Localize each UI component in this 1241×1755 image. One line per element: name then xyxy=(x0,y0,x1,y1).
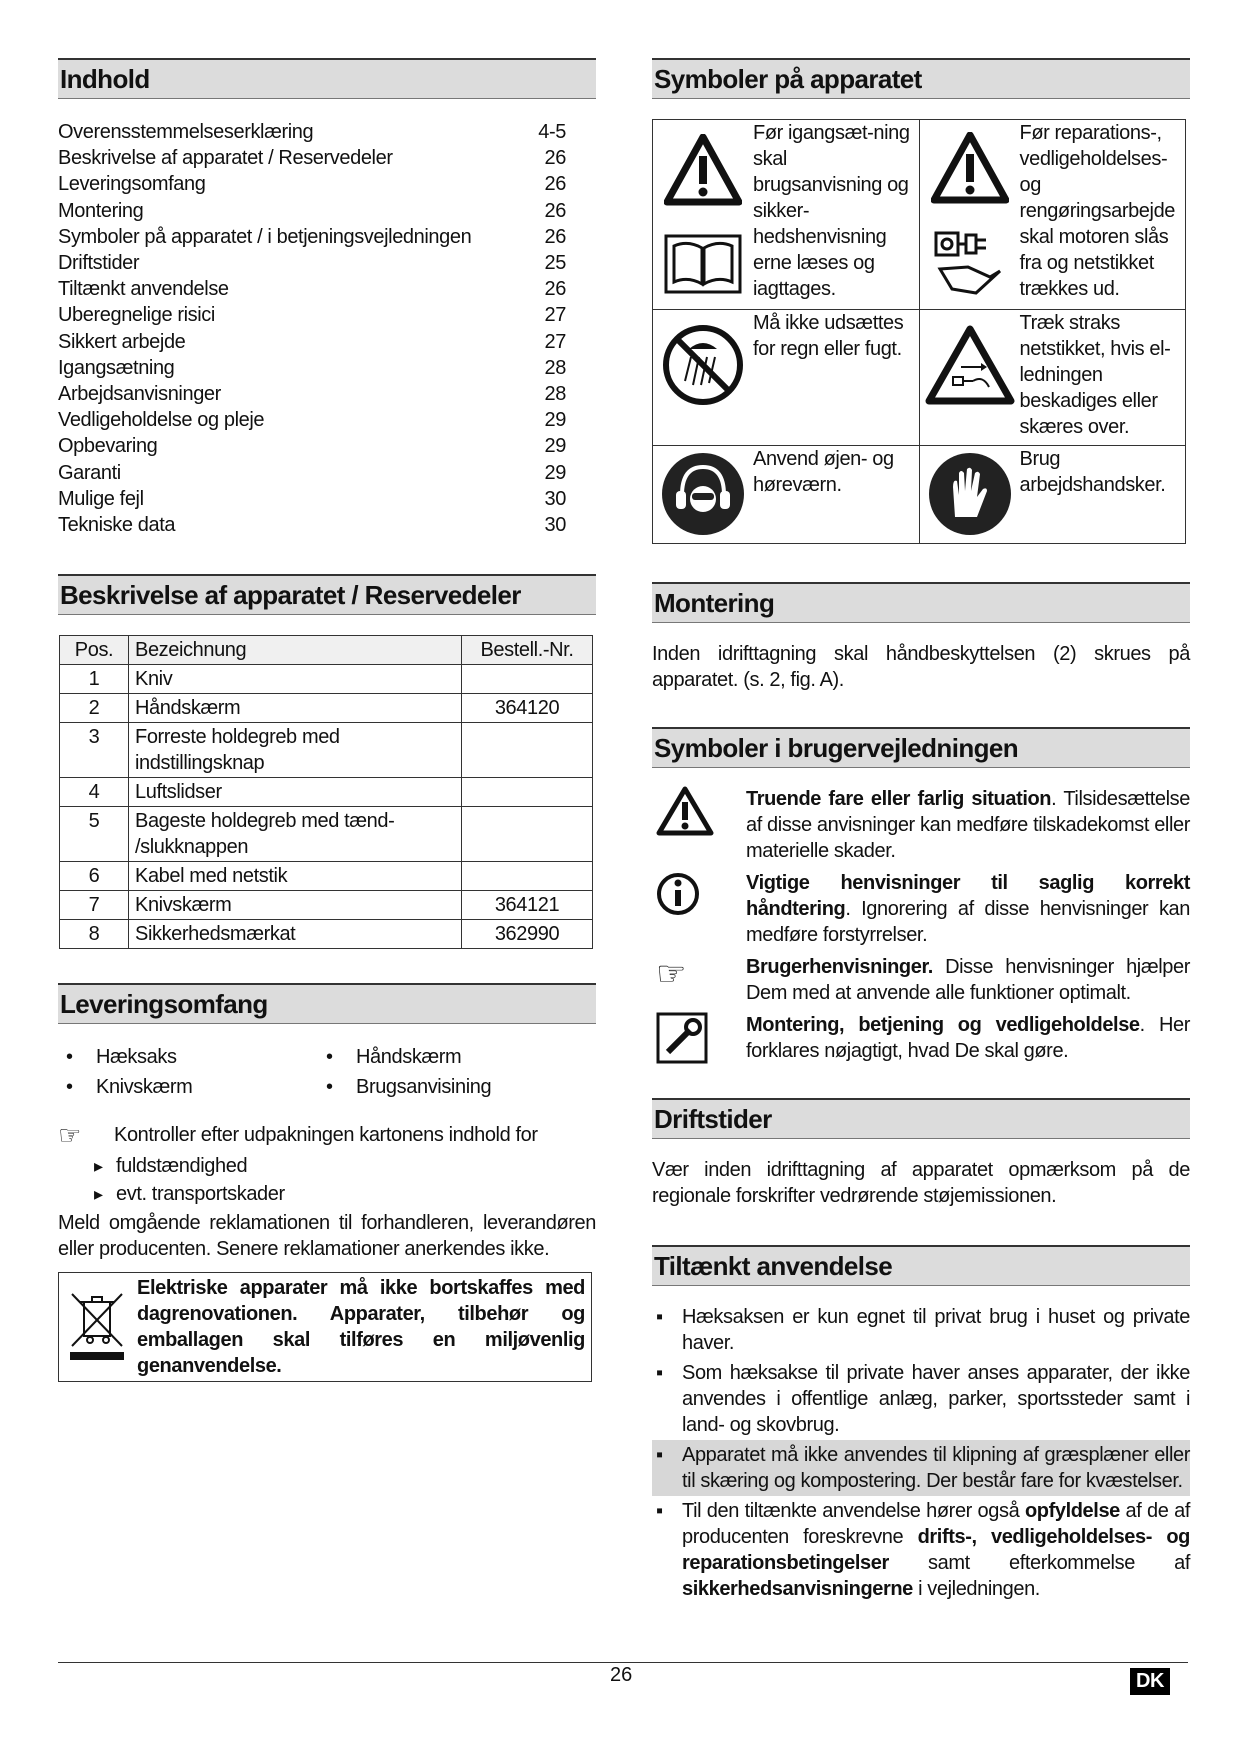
wrench-icon xyxy=(656,1012,708,1064)
toc-entry[interactable]: Montering 26 xyxy=(58,199,566,222)
table-row: 6 Kabel med netstik xyxy=(60,862,593,891)
intended-use-list xyxy=(652,1302,1190,1604)
operating-times-text: Vær inden idrifttagning af apparatet opmærksom på de regionale forskrifter vedrørende støjemissionen. xyxy=(652,1159,1190,1207)
table-row: 2 Håndskærm 364120 xyxy=(60,694,593,723)
toc-heading: Indhold xyxy=(58,58,596,99)
list-item-highlighted: ▪ Apparatet må ikke anvendes til klipning af græsplæner eller til skæring og kompostering. Der består fare for kvæstelser. xyxy=(652,1440,1190,1496)
info-icon xyxy=(656,870,706,920)
no-rain-icon xyxy=(661,323,745,407)
toc-entry[interactable]: Mulige fejl 30 xyxy=(58,487,566,510)
assembly-text: Inden idrifttagning skal håndbeskyttelsen (2) skrues på apparatet. (s. 2, fig. A). xyxy=(652,643,1190,691)
symbol-text: Brug arbejdshandsker. xyxy=(1019,448,1166,496)
footer-rule xyxy=(58,1662,1188,1663)
cable-damage-warning-icon xyxy=(925,325,1015,405)
list-item: Montering, betjening og vedligeholdelse. Her forklares nøjagtigt, hvad De skal gøre. xyxy=(652,1012,1190,1064)
symbol-text: Træk straks netstikket, hvis el-ledningen beskadiges eller skæres over. xyxy=(1019,312,1171,438)
toc-entry[interactable]: Symboler på apparatet / i betjeningsvejledningen 26 xyxy=(58,225,566,248)
list-item: Vigtige henvisninger til saglig korrekt håndtering. Ignorering af disse henvisninger kan medføre forstyrrelser. xyxy=(652,870,1190,948)
list-item: ▸ fuldstændighed xyxy=(94,1152,596,1180)
scope-list xyxy=(58,1042,596,1102)
page-number: 26 xyxy=(610,1664,633,1686)
toc-entry[interactable]: Uberegnelige risici 27 xyxy=(58,304,566,327)
right-column xyxy=(652,58,1190,1604)
list-item: ▪ Til den tiltænkte anvendelse hører også opfyldelse af de af producenten foreskrevne drifts-, vedligeholdelses- og reparationsbetingelser samt efterkommelse af sikkerhedsanvisningerne i vejledningen. xyxy=(652,1496,1190,1604)
pointing-hand-icon: ☞ xyxy=(656,955,687,993)
symbol-text: Må ikke udsættes for regn eller fugt. xyxy=(753,312,904,360)
table-row: 1 Kniv xyxy=(60,665,593,694)
table-of-contents xyxy=(58,119,596,538)
scope-heading: Leveringsomfang xyxy=(58,983,596,1024)
table-row: 3 Forreste holdegreb med indstillingsknap xyxy=(60,723,593,778)
toc-entry[interactable]: Vedligeholdelse og pleje 29 xyxy=(58,409,566,432)
toc-entry[interactable]: Tiltænkt anvendelse 26 xyxy=(58,278,566,301)
toc-entry[interactable]: Beskrivelse af apparatet / Reservedeler 26 xyxy=(58,147,566,170)
operating-times-heading: Driftstider xyxy=(652,1098,1190,1139)
complaint-text: Meld omgående reklamationen til forhandleren, leverandøren eller producenten. Senere reklamationer anerkendes ikke. xyxy=(58,1212,596,1261)
symbol-text: Før reparations-, vedligeholdelses- og rengøringsarbejde skal motoren slås fra og netstikket trækkes ud. xyxy=(1019,122,1176,300)
weee-notice xyxy=(58,1272,592,1382)
symbols-heading: Symboler på apparatet xyxy=(652,58,1190,99)
gloves-icon xyxy=(927,451,1013,537)
parts-heading: Beskrivelse af apparatet / Reservedeler xyxy=(58,574,596,615)
check-list xyxy=(94,1152,596,1208)
list-item: ▪ Som hæksakse til private haver anses apparater, der ikke anvendes i offentlige anlæg, parker, sportssteder samt i land- og skovbrug. xyxy=(652,1358,1190,1440)
toc-entry[interactable]: Tekniske data 30 xyxy=(58,514,566,537)
col-header-name: Bezeichnung xyxy=(129,636,462,665)
list-item: ☞ Brugerhenvisninger. Disse henvisninger hjælper Dem med at anvende alle funktioner optimalt. xyxy=(652,954,1190,1006)
symbol-text: Anvend øjen- og høreværn. xyxy=(753,448,894,496)
intended-use-heading: Tiltænkt anvendelse xyxy=(652,1245,1190,1286)
eye-ear-protection-icon xyxy=(660,451,746,537)
toc-entry[interactable]: Arbejdsanvisninger 28 xyxy=(58,383,566,406)
warning-triangle-icon xyxy=(656,786,714,836)
toc-entry[interactable]: Overensstemmelseserklæring 4-5 xyxy=(58,121,566,143)
symbol-text: Før igangsæt-ning skal brugsanvisning og sikker-hedshenvisning erne læses og iagttages. xyxy=(753,122,910,300)
list-item: • Håndskærm xyxy=(326,1042,491,1072)
toc-entry[interactable]: Leveringsomfang 26 xyxy=(58,173,566,196)
col-header-nr: Bestell.-Nr. xyxy=(462,636,593,665)
table-row: 5 Bageste holdegreb med tænd- /slukknappen xyxy=(60,807,593,862)
weee-text: Elektriske apparater må ikke bortskaffes med dagrenovationen. Apparater, tilbehør og emballagen skal tilføres en miljøvenlig genanvendelse. xyxy=(137,1277,585,1378)
usage-symbols-list xyxy=(652,786,1190,1064)
toc-entry[interactable]: Opbevaring 29 xyxy=(58,435,566,458)
list-item: ▸ evt. transportskader xyxy=(94,1180,596,1208)
left-column xyxy=(58,58,596,1382)
table-row: 7 Knivskærm 364121 xyxy=(60,891,593,920)
warning-triangle-icon xyxy=(931,132,1009,204)
col-header-pos: Pos. xyxy=(60,636,129,665)
table-row: 8 Sikkerhedsmærkat 362990 xyxy=(60,920,593,949)
unplug-icon xyxy=(930,227,1010,297)
manual-book-icon xyxy=(664,234,742,294)
language-badge: DK xyxy=(1130,1668,1170,1695)
check-text: Kontroller efter udpakningen kartonens indhold for xyxy=(114,1124,538,1147)
table-header-row xyxy=(60,636,593,665)
parts-table xyxy=(59,635,593,949)
pointing-hand-icon: ☞ xyxy=(58,1120,82,1151)
list-item: • Brugsanvisining xyxy=(326,1072,491,1102)
crossed-bin-icon xyxy=(59,1273,135,1381)
list-item: • Knivskærm xyxy=(66,1072,326,1102)
list-item: Truende fare eller farlig situation. Tilsidesættelse af disse anvisninger kan medføre tilskadekomst eller materielle skader. xyxy=(652,786,1190,864)
toc-entry[interactable]: Igangsætning 28 xyxy=(58,356,566,379)
symbols-table xyxy=(652,119,1186,544)
check-note xyxy=(58,1120,596,1151)
list-item: • Hæksaks xyxy=(66,1042,326,1072)
toc-entry[interactable]: Sikkert arbejde 27 xyxy=(58,330,566,353)
table-row: 4 Luftslidser xyxy=(60,778,593,807)
toc-entry[interactable]: Driftstider 25 xyxy=(58,252,566,275)
warning-triangle-icon xyxy=(664,134,742,206)
toc-entry[interactable]: Garanti 29 xyxy=(58,461,566,484)
assembly-heading: Montering xyxy=(652,582,1190,623)
usage-symbols-heading: Symboler i brugervejledningen xyxy=(652,727,1190,768)
list-item: ▪ Hæksaksen er kun egnet til privat brug i huset og private haver. xyxy=(652,1302,1190,1358)
